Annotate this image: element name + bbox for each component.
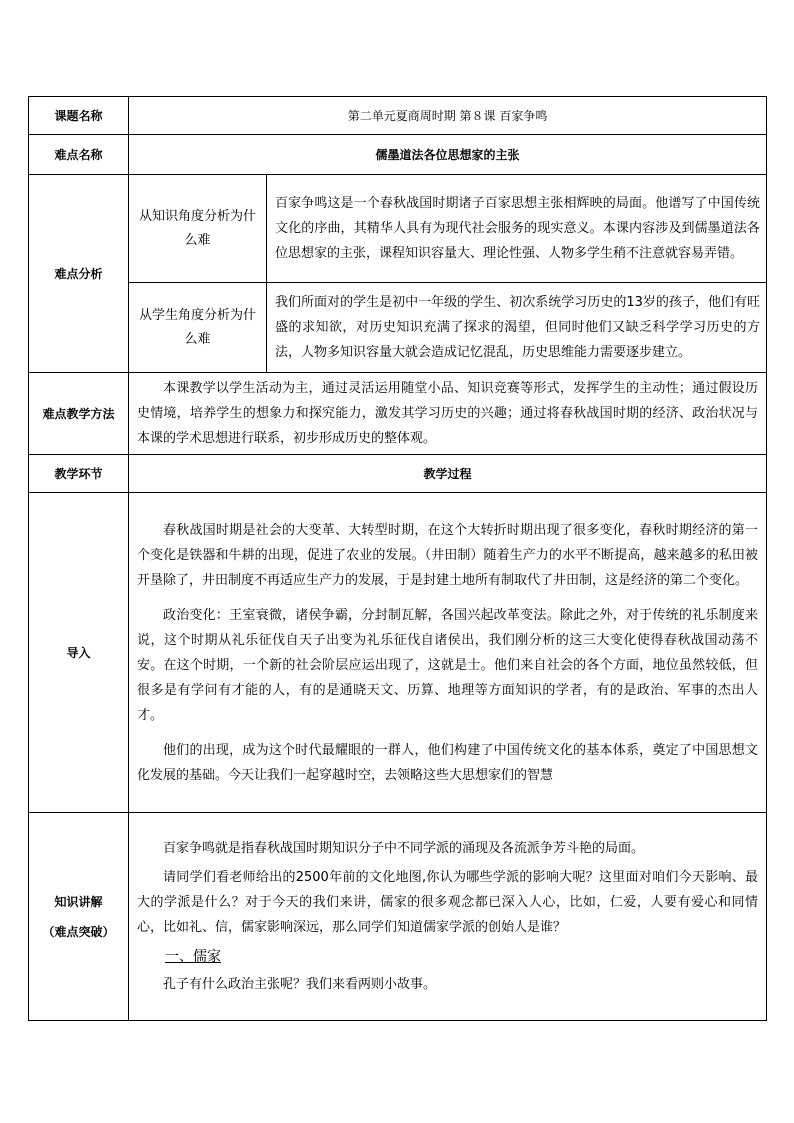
row-intro: [29, 493, 767, 813]
difficulty-value: 儒墨道法各位思想家的主张: [129, 135, 767, 175]
knowledge-label-line2: （难点突破）: [42, 924, 115, 939]
knowledge-label-line1: 知识讲解: [54, 894, 103, 909]
method-label: 难点教学方法: [29, 373, 129, 455]
knowledge-angle-text: 百家争鸣这是一个春秋战国时期诸子百家思想主张相辉映的局面。他谱写了中国传统文化的序曲，其精华人具有为现代社会服务的现实意义。本课内容涉及到儒墨道法各位思想家的主张，课程知识容量大、理论性强、人物多学生稍不注意就容易弄错。: [267, 175, 767, 283]
difficulty-label: 难点名称: [29, 135, 129, 175]
student-angle-text: 我们所面对的学生是初中一年级的学生、初次系统学习历史的13岁的孩子，他们有旺盛的求知欲，对历史知识充满了探求的渴望，但同时他们又缺乏科学学习历史的方法，人物多知识容量大就会造成记忆混乱，历史思维能力需要逐步建立。: [267, 283, 767, 373]
knowledge-cell: [129, 813, 767, 1021]
knowledge-paragraph-1: 百家争鸣就是指春秋战国时期知识分子中不同学派的涌现及各流派争芳斗艳的局面。: [163, 841, 645, 856]
method-text: 本课教学以学生活动为主，通过灵活运用随堂小品、知识竞赛等形式，发挥学生的主动性；通过假设历史情境，培养学生的想象力和探究能力，激发其学习历史的兴趣；通过将春秋战国时期的经济、政治状况与本课的学术思想进行联系，初步形成历史的整体观。: [137, 381, 759, 446]
course-label: 课题名称: [29, 97, 129, 135]
student-angle-label: 从学生角度分析为什么难: [129, 283, 267, 373]
row-difficulty: [29, 135, 767, 175]
section-heading-confucian: 一、儒家: [165, 949, 221, 965]
method-cell: [129, 373, 767, 455]
knowledge-closing: 孔子有什么政治主张呢？我们来看两则小故事。: [163, 977, 437, 992]
row-header: [29, 455, 767, 493]
row-analysis-knowledge: [29, 175, 767, 283]
intro-paragraph-1: 春秋战国时期是社会的大变革、大转型时期，在这个大转折时期出现了很多变化，春秋时期经济的第一个变化是铁器和牛耕的出现，促进了农业的发展。（井田制）随着生产力的水平不断提高，越来越多的私田被开垦除了，井田制度不再适应生产力的发展，于是封建土地所有制取代了井田制，这是经济的第二个变化。: [137, 522, 759, 588]
course-value: 第二单元夏商周时期 第８课 百家争鸣: [129, 97, 767, 135]
row-knowledge: [29, 813, 767, 1021]
intro-label: 导入: [29, 493, 129, 813]
process-header: 教学过程: [129, 455, 767, 493]
lesson-plan-table: [28, 96, 767, 1021]
stage-header: 教学环节: [29, 455, 129, 493]
analysis-label: 难点分析: [29, 175, 129, 373]
knowledge-paragraph-2: 请同学们看老师给出的2500年前的文化地图,你认为哪些学派的影响大呢？这里面对咱们今天影响、最大的学派是什么？对于今天的我们来讲，儒家的很多观念都已深入人心，比如，仁爱，人要有爱心和同情心，比如礼、信，儒家影响深远，那么同学们知道儒家学派的创始人是谁？: [137, 870, 759, 935]
intro-paragraph-2: 政治变化：王室衰微，诸侯争霸，分封制瓦解，各国兴起改革变法。除此之外，对于传统的礼乐制度来说，这个时期从礼乐征伐自天子出变为礼乐征伐自诸侯出，我们刚分析的这三大变化使得春秋战国动荡不安。在这个时期，一个新的社会阶层应运出现了，这就是士。他们来自社会的各个方面，地位虽然较低，但很多是有学问有才能的人，有的是通晓天文、历算、地理等方面知识的学者，有的是政治、军事的杰出人才。: [137, 607, 759, 723]
knowledge-label: [29, 813, 129, 1021]
row-course: [29, 97, 767, 135]
intro-paragraph-3: 他们的出现，成为这个时代最耀眼的一群人，他们构建了中国传统文化的基本体系，奠定了中国思想文化发展的基础。今天让我们一起穿越时空，去领略这些大思想家们的智慧: [137, 742, 759, 783]
row-method: [29, 373, 767, 455]
knowledge-angle-label: 从知识角度分析为什么难: [129, 175, 267, 283]
row-analysis-student: [29, 283, 767, 373]
intro-cell: [129, 493, 767, 813]
